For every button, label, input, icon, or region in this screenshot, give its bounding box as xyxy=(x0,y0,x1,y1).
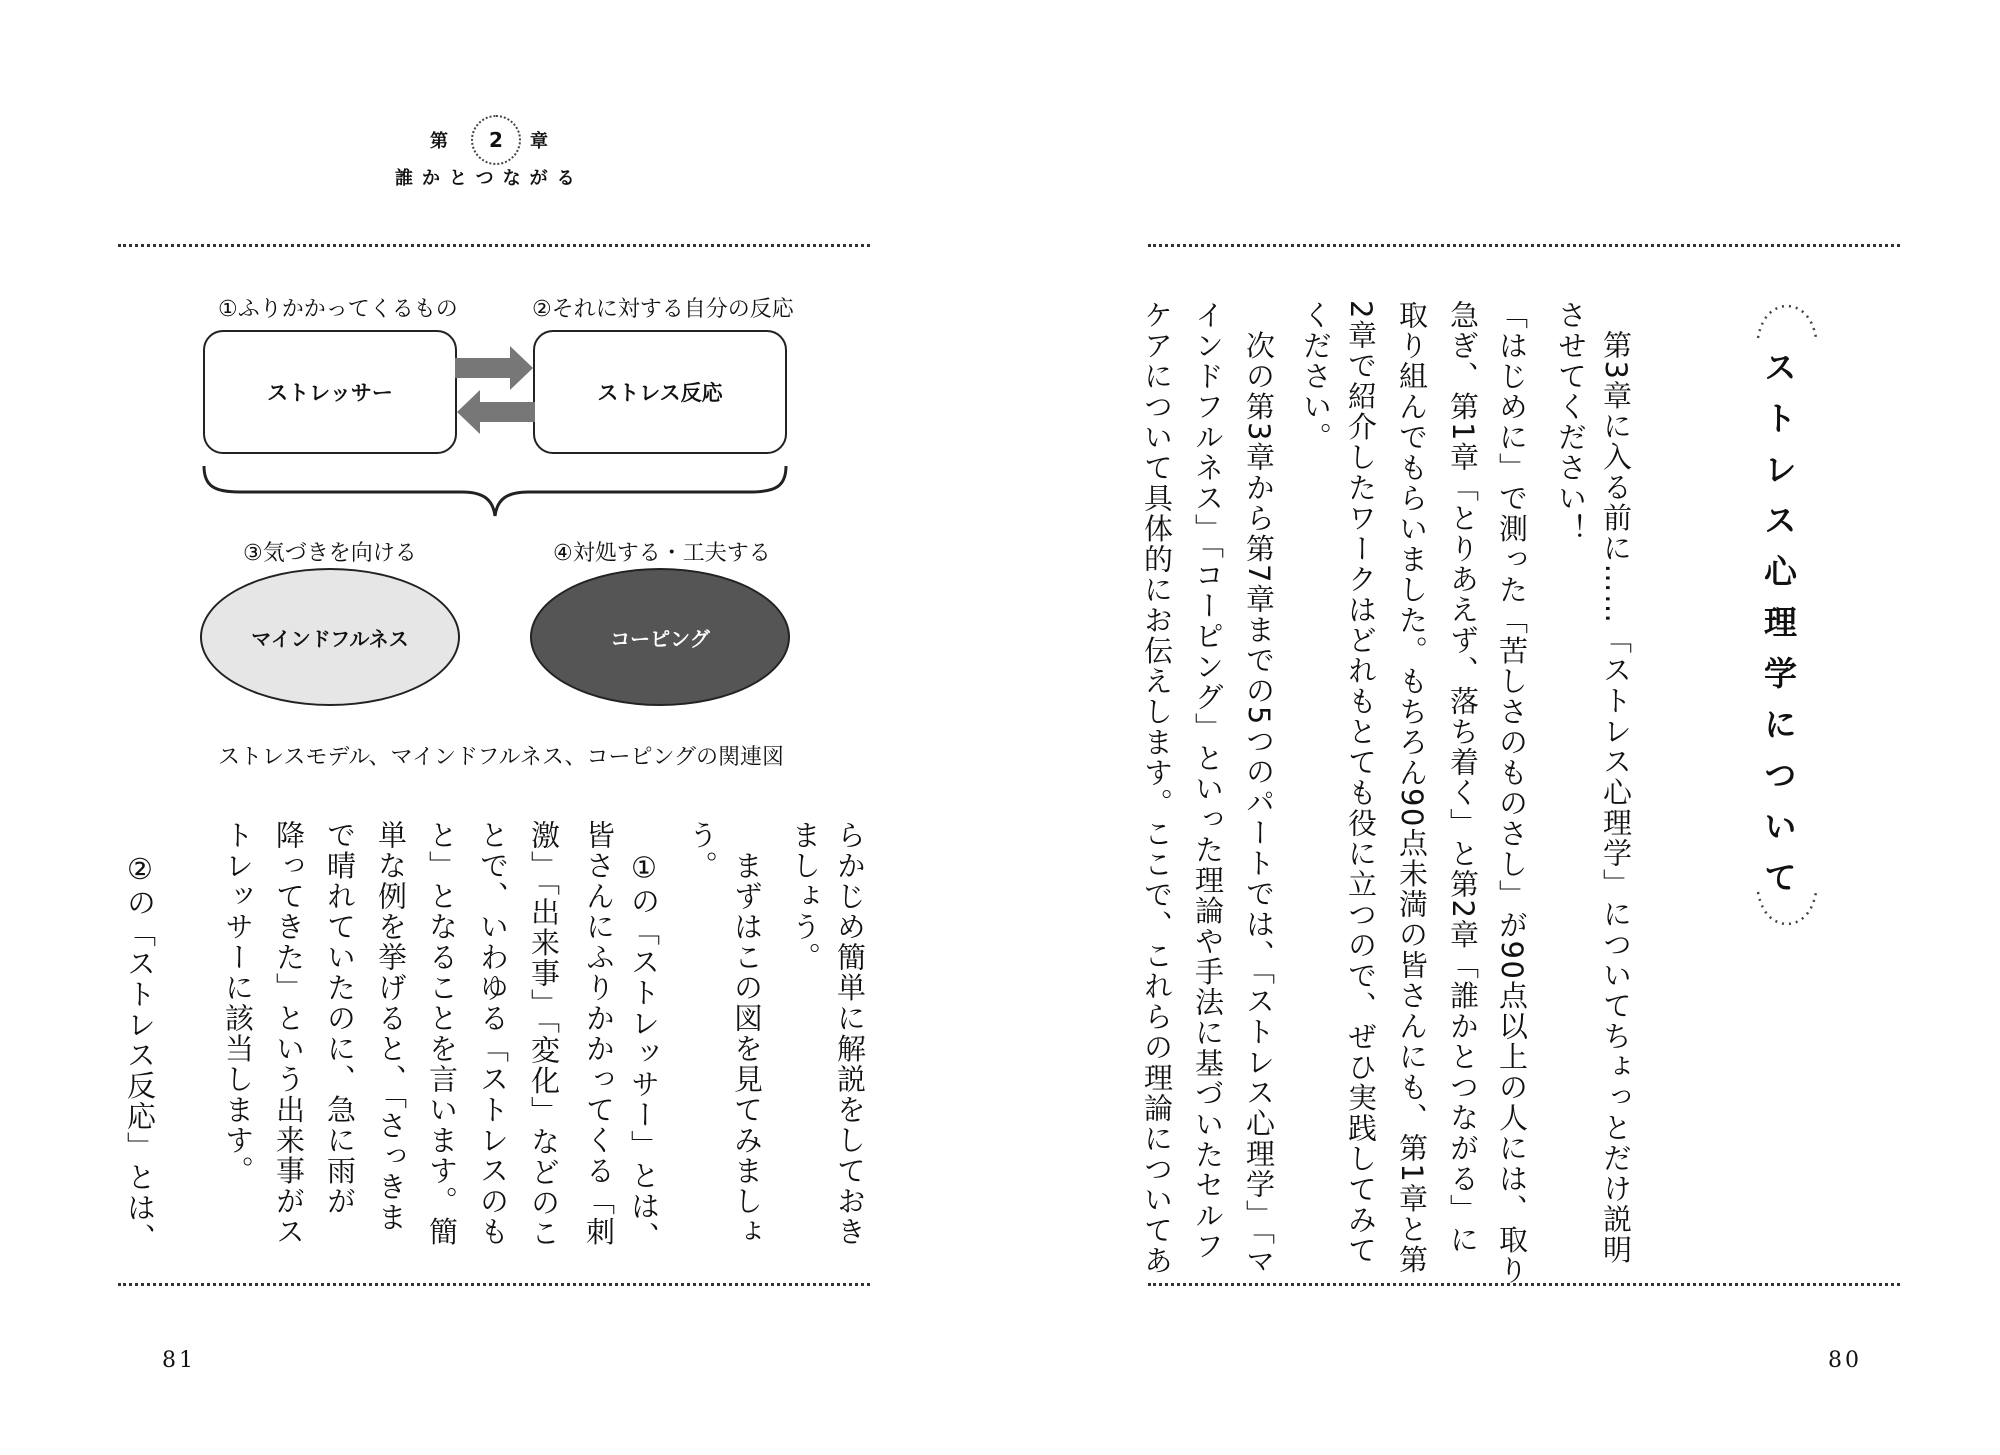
label-coping-action: ④対処する・工夫する xyxy=(553,541,771,566)
ellipse-mindfulness-label: マインドフルネス xyxy=(251,626,409,651)
bottom-dotted-divider-left xyxy=(118,1283,870,1286)
title-bottom-arc-ornament xyxy=(1752,888,1822,928)
body-line: 単な例を挙げると、「さっきま xyxy=(374,820,408,1233)
chapter-subtitle: 誰かとつながる xyxy=(395,168,584,189)
body-line: う。 xyxy=(685,820,719,881)
chapter-suffix: 章 xyxy=(530,131,548,152)
curly-brace-icon xyxy=(200,462,790,522)
title-top-arc-ornament xyxy=(1752,302,1822,342)
label-awareness: ③気づきを向ける xyxy=(243,541,417,566)
box-stressor-label: ストレッサー xyxy=(267,381,393,405)
body-line: 激」「出来事」「変化」などのこ xyxy=(527,820,561,1249)
bottom-dotted-divider-right xyxy=(1148,1283,1900,1286)
diagram-caption: ストレスモデル、マインドフルネス、コーピングの関連図 xyxy=(218,745,785,770)
section-title: ストレス心理学について xyxy=(1759,350,1798,911)
label-own-response: ②それに対する自分の反応 xyxy=(532,297,794,322)
page-number-left: 81 xyxy=(162,1348,196,1373)
body-line: 第3章に入る前に……「ストレス心理学」についてちょっとだけ説明 xyxy=(1599,330,1633,1265)
body-line: 急ぎ、第1章「とりあえず、落ち着く」と第2章「誰かとつながる」に xyxy=(1446,300,1480,1255)
body-line: させてください！ xyxy=(1554,300,1588,544)
chapter-number-badge: 2 xyxy=(471,115,521,165)
chapter-prefix: 第 xyxy=(430,131,448,152)
box-stress-response xyxy=(533,330,787,454)
body-line: 次の第3章から第7章までの5つのパートでは、「ストレス心理学」「マ xyxy=(1242,300,1276,1277)
body-line: 皆さんにふりかかってくる「刺 xyxy=(582,820,616,1247)
bidirectional-arrows-icon xyxy=(450,340,540,440)
top-dotted-divider-left xyxy=(118,244,870,247)
box-stressor xyxy=(203,330,457,454)
body-line: 「はじめに」で測った「苦しさのものさし」が90点以上の人には、取り xyxy=(1495,300,1529,1286)
chapter-heading xyxy=(430,115,570,165)
body-line: ②の「ストレス反応」とは、 xyxy=(123,852,157,1254)
body-line: インドフルネス」「コーピング」といった理論や手法に基づいたセルフ xyxy=(1191,300,1225,1262)
label-stressor-source: ①ふりかかってくるもの xyxy=(218,297,458,322)
body-line: と」となることを言います。簡 xyxy=(425,820,459,1247)
body-line: ケアについて具体的にお伝えします。ここで、これらの理論についてあ xyxy=(1140,300,1174,1276)
body-line: 取り組んでもらいました。もちろん90点未満の皆さんにも、第1章と第 xyxy=(1395,300,1429,1275)
body-line: まずはこの図を見てみましょ xyxy=(730,820,764,1247)
body-line: 2章で紹介したワークはどれもとても役に立つので、ぜひ実践してみて xyxy=(1344,300,1378,1266)
body-line: ①の「ストレッサー」とは、 xyxy=(627,820,661,1252)
body-line: トレッサーに該当します。 xyxy=(221,820,255,1186)
ellipse-coping-label: コーピング xyxy=(610,626,710,651)
top-dotted-divider-right xyxy=(1148,244,1900,247)
ellipse-mindfulness xyxy=(200,568,460,706)
body-line: で晴れていたのに、急に雨が xyxy=(323,820,357,1217)
ellipse-coping xyxy=(530,568,790,706)
page-number-right: 80 xyxy=(1828,1348,1862,1373)
body-line: とで、いわゆる「ストレスのも xyxy=(476,820,510,1247)
body-line: ましょう。 xyxy=(788,820,822,973)
box-stress-response-label: ストレス反応 xyxy=(597,381,723,405)
body-line: ください。 xyxy=(1299,300,1333,453)
body-line: らかじめ簡単に解説をしておき xyxy=(833,820,867,1247)
body-line: 降ってきた」という出来事がス xyxy=(272,820,306,1247)
